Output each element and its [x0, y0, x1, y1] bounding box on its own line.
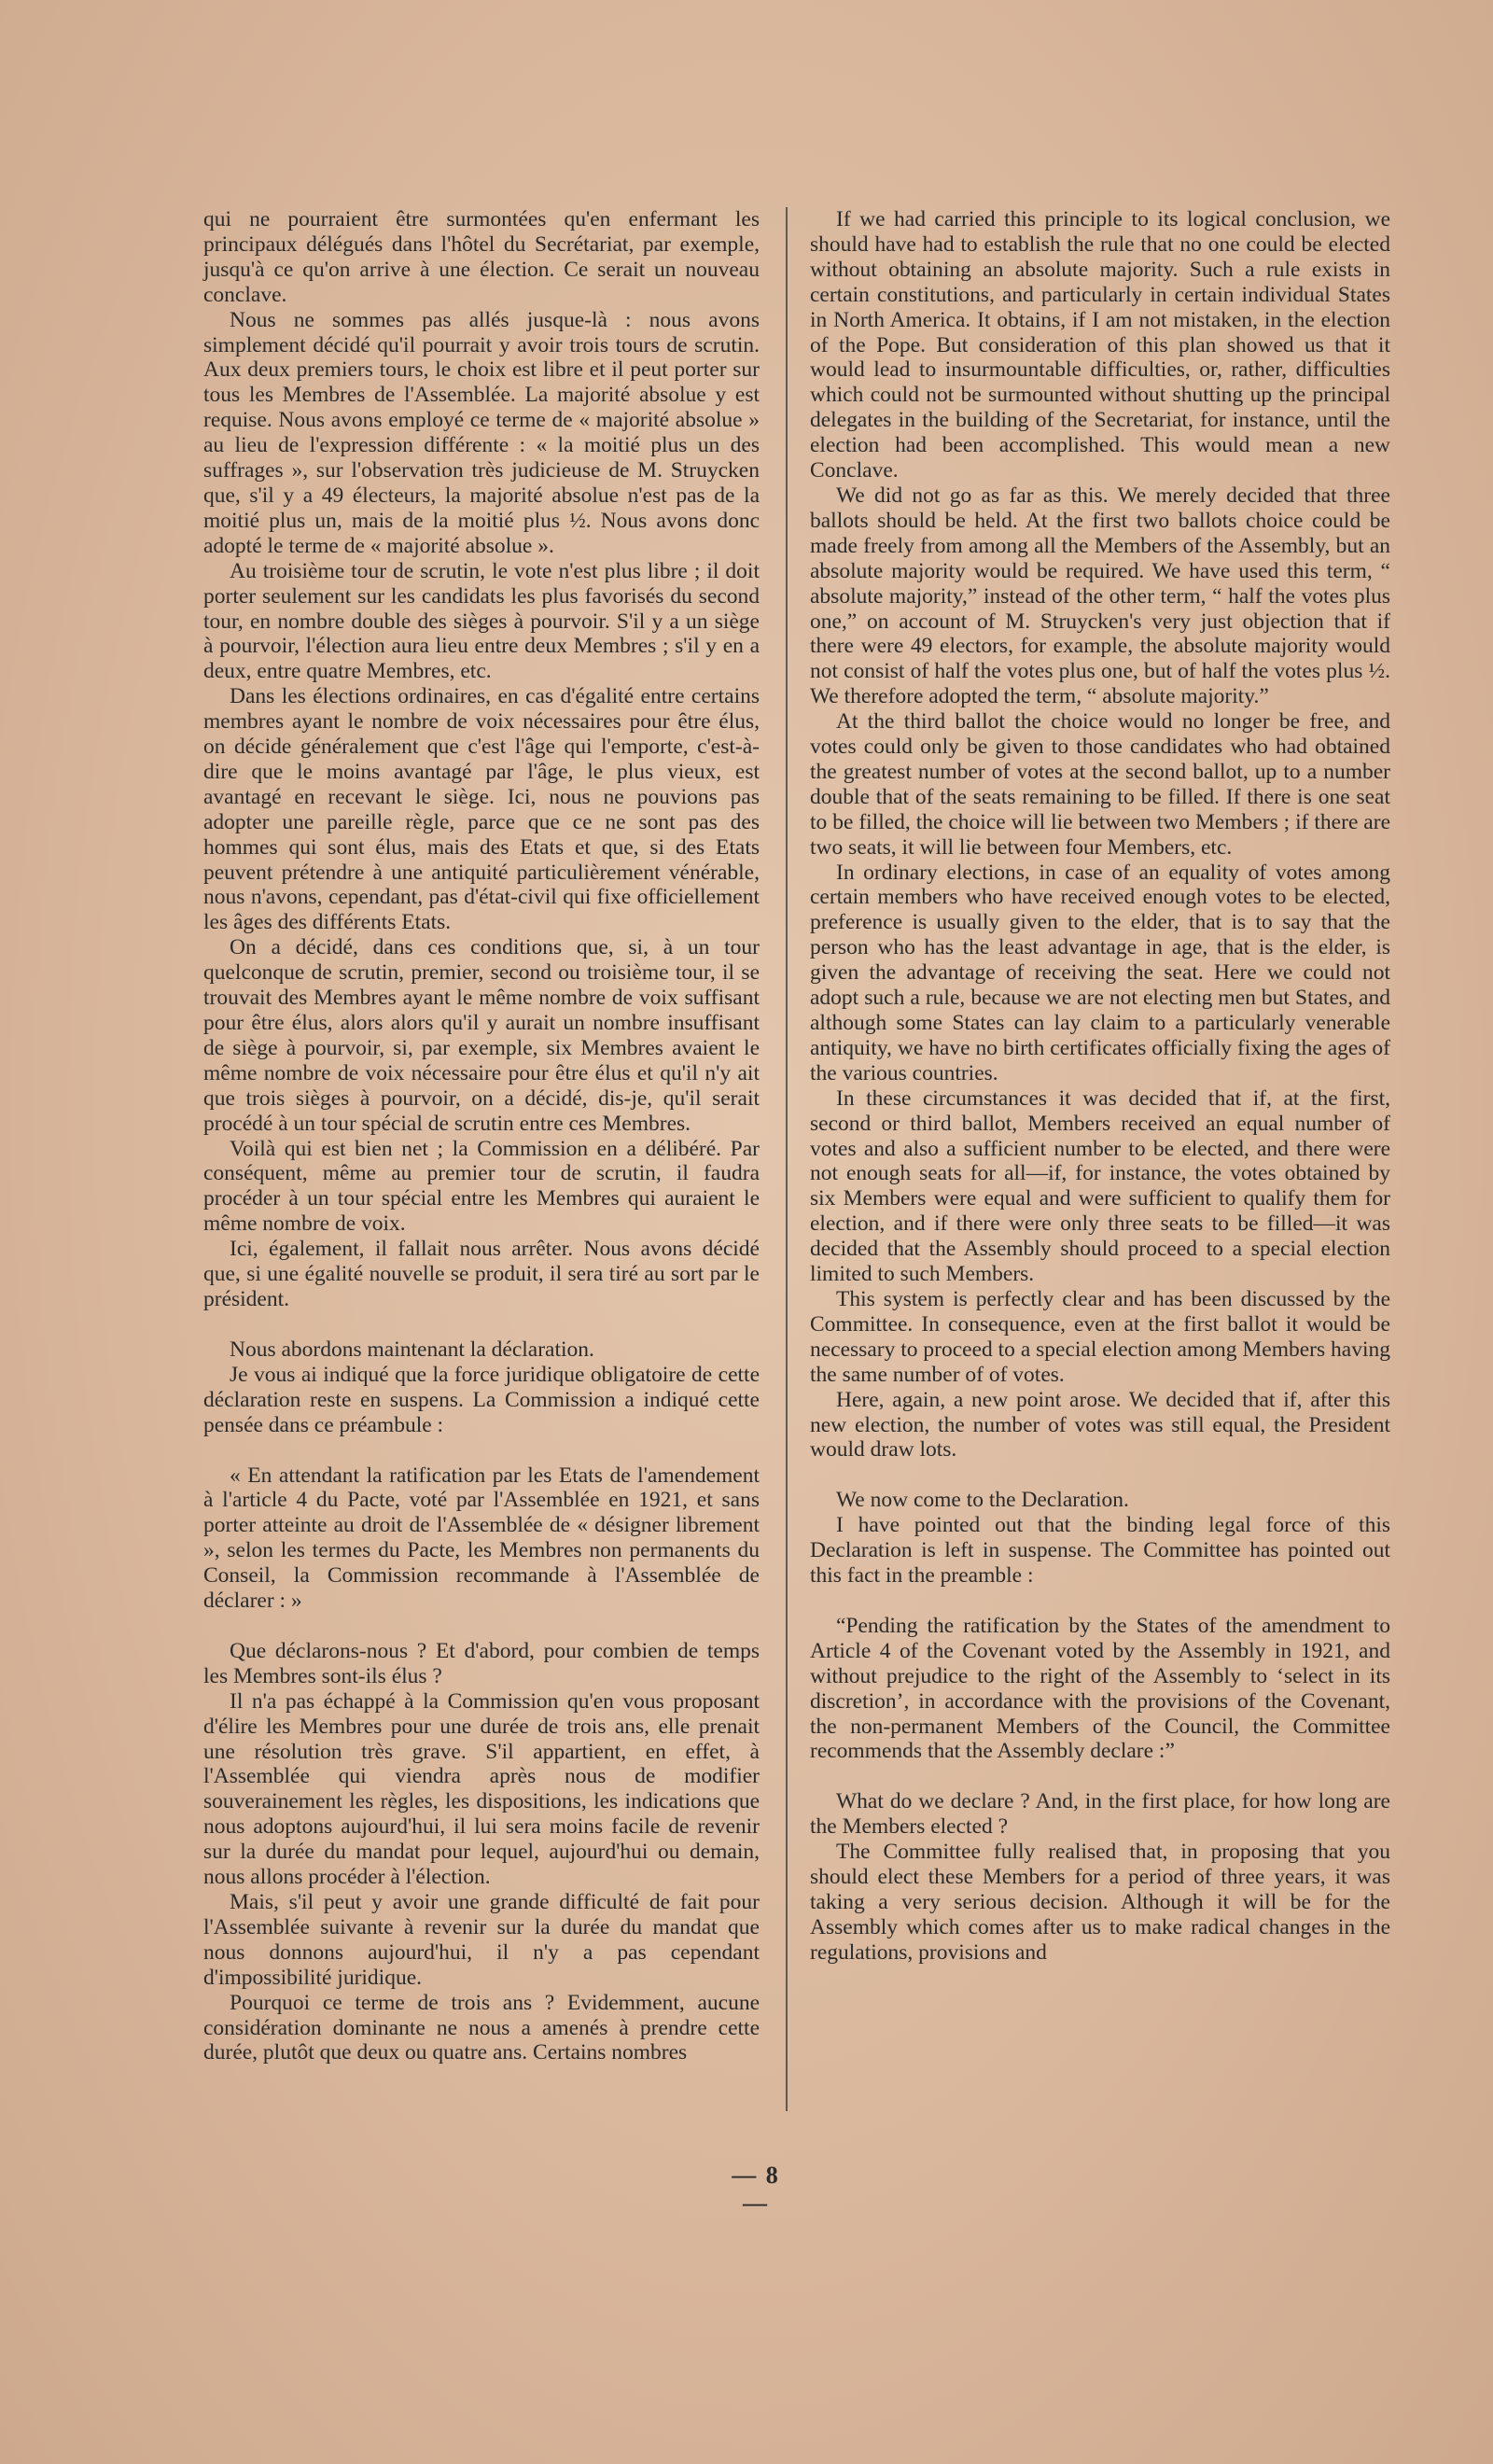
paragraph: Here, again, a new point arose. We decided that if, after this new election, the number of votes was still equal, the President would draw lots. [810, 1387, 1390, 1463]
paragraph: Dans les élections ordinaires, en cas d'égalité entre certains membres ayant le nombre de voix nécessaires pour être élus, on décide généralement que c'est l'âge qui l'emporte, c'est-à-dire que le moins avantagé par l'âge, le plus vieux, est avantagé en recevant le siège. Ici, nous ne pouvions pas adopter une pareille règle, parce que ce ne sont pas des hommes qui sont élus, mais des Etats et que, si des Etats peuvent prétendre à une antiquité particulièrement vénérable, nous n'avons, cependant, pas d'état-civil qui fixe officiellement les âges des différents Etats. [203, 684, 760, 935]
french-text-column [203, 207, 760, 2065]
paragraph: If we had carried this principle to its logical conclusion, we should have had to establish the rule that no one could be elected without obtaining an absolute majority. Such a rule exists in certain constitutions, and particularly in certain individual States in North America. It obtains, if I am not mistaken, in the election of the Pope. But consideration of this plan showed us that it would lead to insurmountable difficulties, or, rather, difficulties which could not be surmounted without shutting up the principal delegates in the building of the Secretariat, for instance, until the election had been accomplished. This would mean a new Conclave. [810, 207, 1390, 483]
paragraph: What do we declare ? And, in the first place, for how long are the Members elected ? [810, 1789, 1390, 1840]
paragraph: Pourquoi ce terme de trois ans ? Evidemment, aucune considération dominante ne nous a amenés à prendre cette durée, plutôt que deux ou quatre ans. Certains nombres [203, 1990, 760, 2065]
paragraph: At the third ballot the choice would no longer be free, and votes could only be given to those candidates who had obtained the greatest number of votes at the second ballot, up to a number double that of the seats remaining to be filled. If there is one seat to be filled, the choice will lie between two Members ; if there are two seats, it will lie between four Members, etc. [810, 709, 1390, 860]
paragraph: Nous ne sommes pas allés jusque-là : nous avons simplement décidé qu'il pourrait y avoir trois tours de scrutin. Aux deux premiers tours, le choix est libre et il peut porter sur tous les Membres de l'Assemblée. La majorité absolue y est requise. Nous avons employé ce terme de « majorité absolue » au lieu de l'expression différente : « la moitié plus un des suffrages », sur l'observation très judicieuse de M. Struycken que, s'il y a 49 électeurs, la majorité absolue n'est pas de la moitié plus un, mais de la moitié plus ½. Nous avons donc adopté le terme de « majorité absolue ». [203, 307, 760, 558]
column-divider [786, 207, 788, 2111]
paragraph: I have pointed out that the binding legal force of this Declaration is left in suspense. The Committee has pointed out this fact in the preamble : [810, 1513, 1390, 1589]
paragraph: qui ne pourraient être surmontées qu'en enfermant les principaux délégués dans l'hôtel du Secrétariat, par exemple, jusqu'à ce qu'on arrive à une élection. Ce serait un nouveau conclave. [203, 207, 760, 307]
page-number: — 8 — [732, 2162, 780, 2217]
quoted-preamble: “Pending the ratification by the States of the amendment to Article 4 of the Covenant voted by the Assembly in 1921, and without prejudice to the right of the Assembly to ‘select in its discretion’, in accordance with the provisions of the Covenant, the non-permanent Members of the Council, the Committee recommends that the Assembly declare :” [810, 1613, 1390, 1764]
paragraph: Au troisième tour de scrutin, le vote n'est plus libre ; il doit porter seulement sur les candidats les plus favorisés du second tour, en nombre double des sièges à pourvoir. S'il y a un siège à pourvoir, l'élection aura lieu entre deux Membres ; s'il y en a deux, entre quatre Membres, etc. [203, 558, 760, 684]
paragraph: Il n'a pas échappé à la Commission qu'en vous proposant d'élire les Membres pour une durée de trois ans, elle prenait une résolution très grave. S'il appartient, en effet, à l'Assemblée qui viendra après nous de modifier souverainement les règles, les dispositions, les indications que nous adoptons aujourd'hui, il lui sera moins facile de revenir sur la durée du mandat pour lequel, aujourd'hui ou demain, nous allons procéder à l'élection. [203, 1688, 760, 1890]
section-heading-paragraph: We now come to the Declaration. [836, 1488, 1129, 1513]
paragraph: Voilà qui est bien net ; la Commission en a délibéré. Par conséquent, même au premier tour de scrutin, il faudra procéder à un tour spécial entre les Membres qui auraient le même nombre de voix. [203, 1136, 760, 1237]
paragraph: In ordinary elections, in case of an equality of votes among certain members who have received enough votes to be elected, preference is usually given to the elder, that is to say that the person who has the least advantage in age, that is the elder, is given the advantage of receiving the seat. Here we could not adopt such a rule, because we are not electing men but States, and although some States can lay claim to a particularly venerable antiquity, we have no birth certificates officially fixing the ages of the various countries. [810, 860, 1390, 1085]
section-heading-paragraph: Nous abordons maintenant la déclaration. [230, 1337, 594, 1362]
paragraph: Que déclarons-nous ? Et d'abord, pour combien de temps les Membres sont-ils élus ? [203, 1638, 760, 1688]
paragraph: Je vous ai indiqué que la force juridique obligatoire de cette déclaration reste en suspens. La Commission a indiqué cette pensée dans ce préambule : [203, 1362, 760, 1437]
paragraph: On a décidé, dans ces conditions que, si, à un tour quelconque de scrutin, premier, second ou troisième tour, il se trouvait des Membres ayant le même nombre de voix suffisant pour être élus, alors alors qu'il y aurait un nombre insuffisant de siège à pourvoir, si, par exemple, six Membres avaient le même nombre de voix nécessaire pour être élus et qu'il n'y ait que trois sièges à pourvoir, on a décidé, dis-je, qu'il serait procédé à un tour spécial de scrutin entre ces Membres. [203, 935, 760, 1136]
paragraph: Ici, également, il fallait nous arrêter. Nous avons décidé que, si une égalité nouvelle se produit, il sera tiré au sort par le président. [203, 1237, 760, 1311]
english-text-column [810, 207, 1390, 1966]
paragraph: We did not go as far as this. We merely decided that three ballots should be held. At the first two ballots choice could be made freely from among all the Members of the Assembly, but an absolute majority would be required. We have used this term, “ absolute majority,” instead of the other term, “ half the votes plus one,” on account of M. Struycken's very just objection that if there were 49 electors, for example, the absolute majority would not consist of half the votes plus one, but of half the votes plus ½. We therefore adopted the term, “ absolute majority.” [810, 483, 1390, 709]
paragraph: Mais, s'il peut y avoir une grande difficulté de fait pour l'Assemblée suivante à revenir sur la durée du mandat que nous donnons aujourd'hui, il n'y a pas cependant d'impossibilité juridique. [203, 1890, 760, 1990]
quoted-preamble: « En attendant la ratification par les Etats de l'amendement à l'article 4 du Pacte, voté par l'Assemblée en 1921, et sans porter atteinte au droit de l'Assemblée de « désigner librement », selon les termes du Pacte, les Membres non permanents du Conseil, la Commission recommande à l'Assemblée de déclarer : » [203, 1463, 760, 1614]
paragraph: This system is perfectly clear and has been discussed by the Committee. In consequence, even at the first ballot it would be necessary to proceed to a special election among Members having the same number of of votes. [810, 1286, 1390, 1387]
paragraph: The Committee fully realised that, in proposing that you should elect these Members for a period of three years, it was taking a very serious decision. Although it will be for the Assembly which comes after us to make radical changes in the regulations, provisions and [810, 1840, 1390, 1965]
paragraph: In these circumstances it was decided that if, at the first, second or third ballot, Members received an equal number of votes and also a sufficient number to be elected, and there were not enough seats for all—if, for instance, the votes obtained by six Members were equal and were sufficient to qualify them for election, and if there were only three seats to be filled—it was decided that the Assembly should proceed to a special election limited to such Members. [810, 1085, 1390, 1287]
